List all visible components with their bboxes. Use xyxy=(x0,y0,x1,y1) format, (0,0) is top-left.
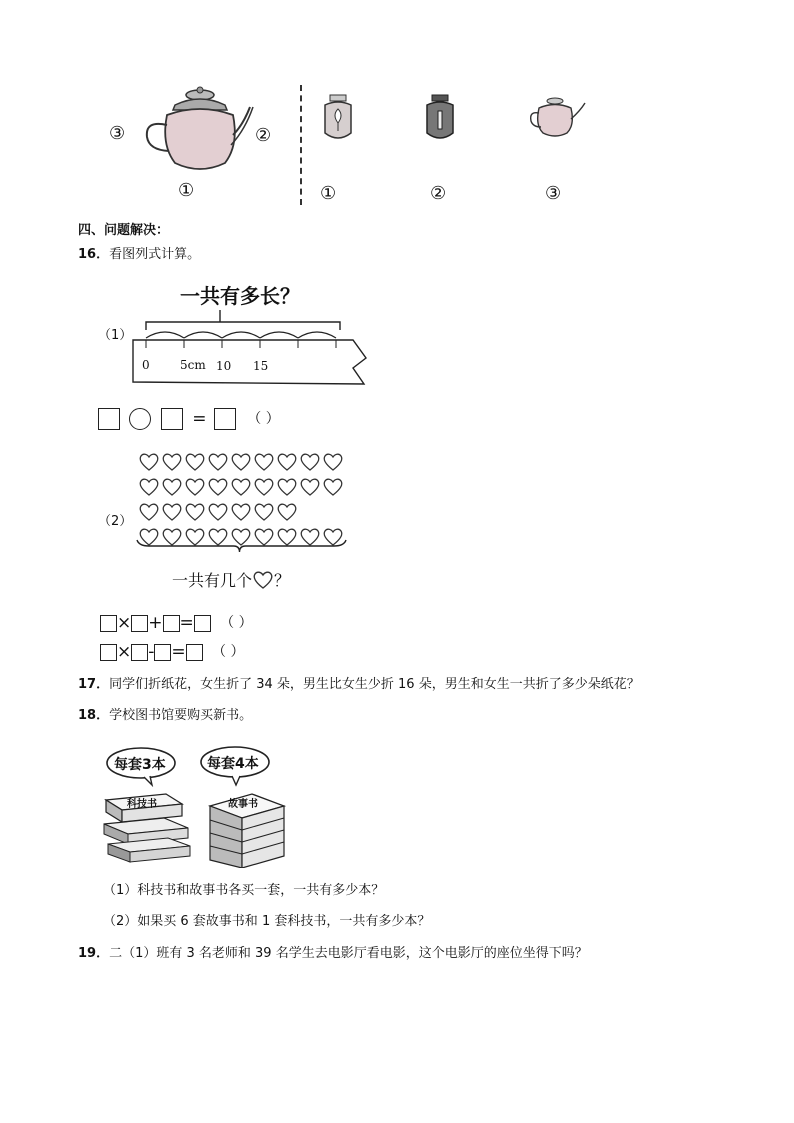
op-times: × xyxy=(117,642,132,662)
q17-text: 同学们折纸花，女生折了 34 朵，男生比女生少折 16 朵，男生和女生一共折了多少朵纸花？ xyxy=(109,677,640,692)
heart-icon xyxy=(255,454,273,470)
answer-box[interactable] xyxy=(100,615,117,632)
q18-sub1: （1）科技书和故事书各买一套，一共有多少本？ xyxy=(103,883,385,898)
q16-part2-question xyxy=(172,568,290,591)
op-equals: = xyxy=(179,613,194,633)
op-times: × xyxy=(117,613,132,633)
heart-icon xyxy=(301,479,319,495)
heart-icon xyxy=(324,529,342,545)
heart-icon xyxy=(232,454,250,470)
heart-icon xyxy=(324,479,342,495)
heart-icon xyxy=(163,504,181,520)
teapot-label-left: ③ xyxy=(109,123,126,144)
q19-number: 19． xyxy=(78,946,110,961)
q18-number: 18． xyxy=(78,708,110,723)
heart-icon xyxy=(278,479,296,495)
heart-icon xyxy=(232,479,250,495)
q17 xyxy=(78,676,640,694)
heart-icon xyxy=(186,479,204,495)
q16-part1-label: （1） xyxy=(98,328,133,343)
bubble-right-text: 每套4本 xyxy=(207,756,259,772)
heart-icon xyxy=(186,529,204,545)
small-teapot-icon-2 xyxy=(415,93,465,148)
q16-part2-equation-1 xyxy=(100,611,253,635)
q16-part1-question: 一共有多长？ xyxy=(180,284,300,308)
ruler-tick-15: 15 xyxy=(253,359,269,373)
ruler-tick-0: 0 xyxy=(142,358,150,372)
answer-box[interactable] xyxy=(186,644,203,661)
heart-icon xyxy=(163,479,181,495)
heart-icon xyxy=(278,529,296,545)
unit-paren[interactable]: （ ） xyxy=(220,615,253,631)
bubble-left-text: 每套3本 xyxy=(114,757,166,773)
answer-box[interactable] xyxy=(161,408,183,430)
op-equals: = xyxy=(171,642,186,662)
heart-icon xyxy=(140,529,158,545)
q18-sub2: （2）如果买 6 套故事书和 1 套科技书，一共有多少本？ xyxy=(103,914,431,929)
heart-icon xyxy=(255,504,273,520)
heart-icon xyxy=(301,529,319,545)
unit-paren[interactable]: （ ） xyxy=(212,644,245,660)
answer-box[interactable] xyxy=(131,615,148,632)
choice-1: ① xyxy=(320,183,337,204)
q18 xyxy=(78,707,252,725)
heart-icon xyxy=(209,454,227,470)
books-figure xyxy=(100,745,290,870)
section-heading: 四、问题解决： xyxy=(78,223,170,238)
heart-icon xyxy=(186,454,204,470)
choice-3: ③ xyxy=(545,183,562,204)
heart-icon xyxy=(278,504,296,520)
ruler-figure xyxy=(128,300,373,390)
heart-icon xyxy=(209,479,227,495)
heart-icon xyxy=(209,529,227,545)
heart-icon xyxy=(255,529,273,545)
q16-part2-equation-2 xyxy=(100,640,245,664)
small-teapot-icon-1 xyxy=(313,93,363,148)
answer-box[interactable] xyxy=(98,408,120,430)
heart-icon xyxy=(163,529,181,545)
story-books-label: 故事书 xyxy=(228,799,258,810)
answer-box[interactable] xyxy=(214,408,236,430)
choice-2: ② xyxy=(430,183,447,204)
heart-icon xyxy=(140,454,158,470)
equals-sign: = xyxy=(192,409,207,429)
q16-text: 看图列式计算。 xyxy=(109,247,201,262)
heart-icon xyxy=(278,454,296,470)
q16-prompt xyxy=(78,246,200,264)
q19-text: 二（1）班有 3 名老师和 39 名学生去电影厅看电影，这个电影厅的座位坐得下吗？ xyxy=(109,946,588,961)
big-teapot-icon xyxy=(135,85,255,180)
heart-icon xyxy=(163,454,181,470)
q16-part2-label: （2） xyxy=(98,514,133,529)
ruler-tick-10: 10 xyxy=(216,359,232,373)
answer-box[interactable] xyxy=(194,615,211,632)
unit-paren[interactable]: （ ） xyxy=(247,411,280,427)
heart-icon xyxy=(252,570,274,590)
q16-part1-equation xyxy=(98,407,280,431)
op-minus: - xyxy=(148,642,155,662)
heart-icon xyxy=(232,529,250,545)
hearts-figure xyxy=(135,450,355,555)
q16-number: 16． xyxy=(78,247,110,262)
heart-icon xyxy=(232,504,250,520)
heart-icon xyxy=(324,454,342,470)
teapot-label-right: ② xyxy=(255,125,272,146)
ruler-tick-5: 5cm xyxy=(180,358,206,372)
dashed-divider xyxy=(300,85,302,205)
heart-icon xyxy=(186,504,204,520)
heart-icon xyxy=(209,504,227,520)
op-plus: + xyxy=(148,613,163,633)
operator-circle[interactable] xyxy=(129,408,151,430)
heart-icon xyxy=(255,479,273,495)
q17-number: 17． xyxy=(78,677,110,692)
q18-text: 学校图书馆要购买新书。 xyxy=(109,708,253,723)
q16-part2-question-prefix: 一共有几个 xyxy=(172,571,253,590)
heart-icon xyxy=(140,504,158,520)
science-books-label: 科技书 xyxy=(127,799,157,810)
heart-icon xyxy=(140,479,158,495)
answer-box[interactable] xyxy=(100,644,117,661)
small-teapot-icon-3 xyxy=(525,93,590,143)
heart-icon xyxy=(301,454,319,470)
answer-box[interactable] xyxy=(163,615,180,632)
answer-box[interactable] xyxy=(154,644,171,661)
answer-box[interactable] xyxy=(131,644,148,661)
q19 xyxy=(78,945,588,963)
q16-part2-question-suffix: ？ xyxy=(274,571,291,590)
teapot-label-bottom: ① xyxy=(178,180,195,201)
teapot-figure xyxy=(105,85,605,210)
